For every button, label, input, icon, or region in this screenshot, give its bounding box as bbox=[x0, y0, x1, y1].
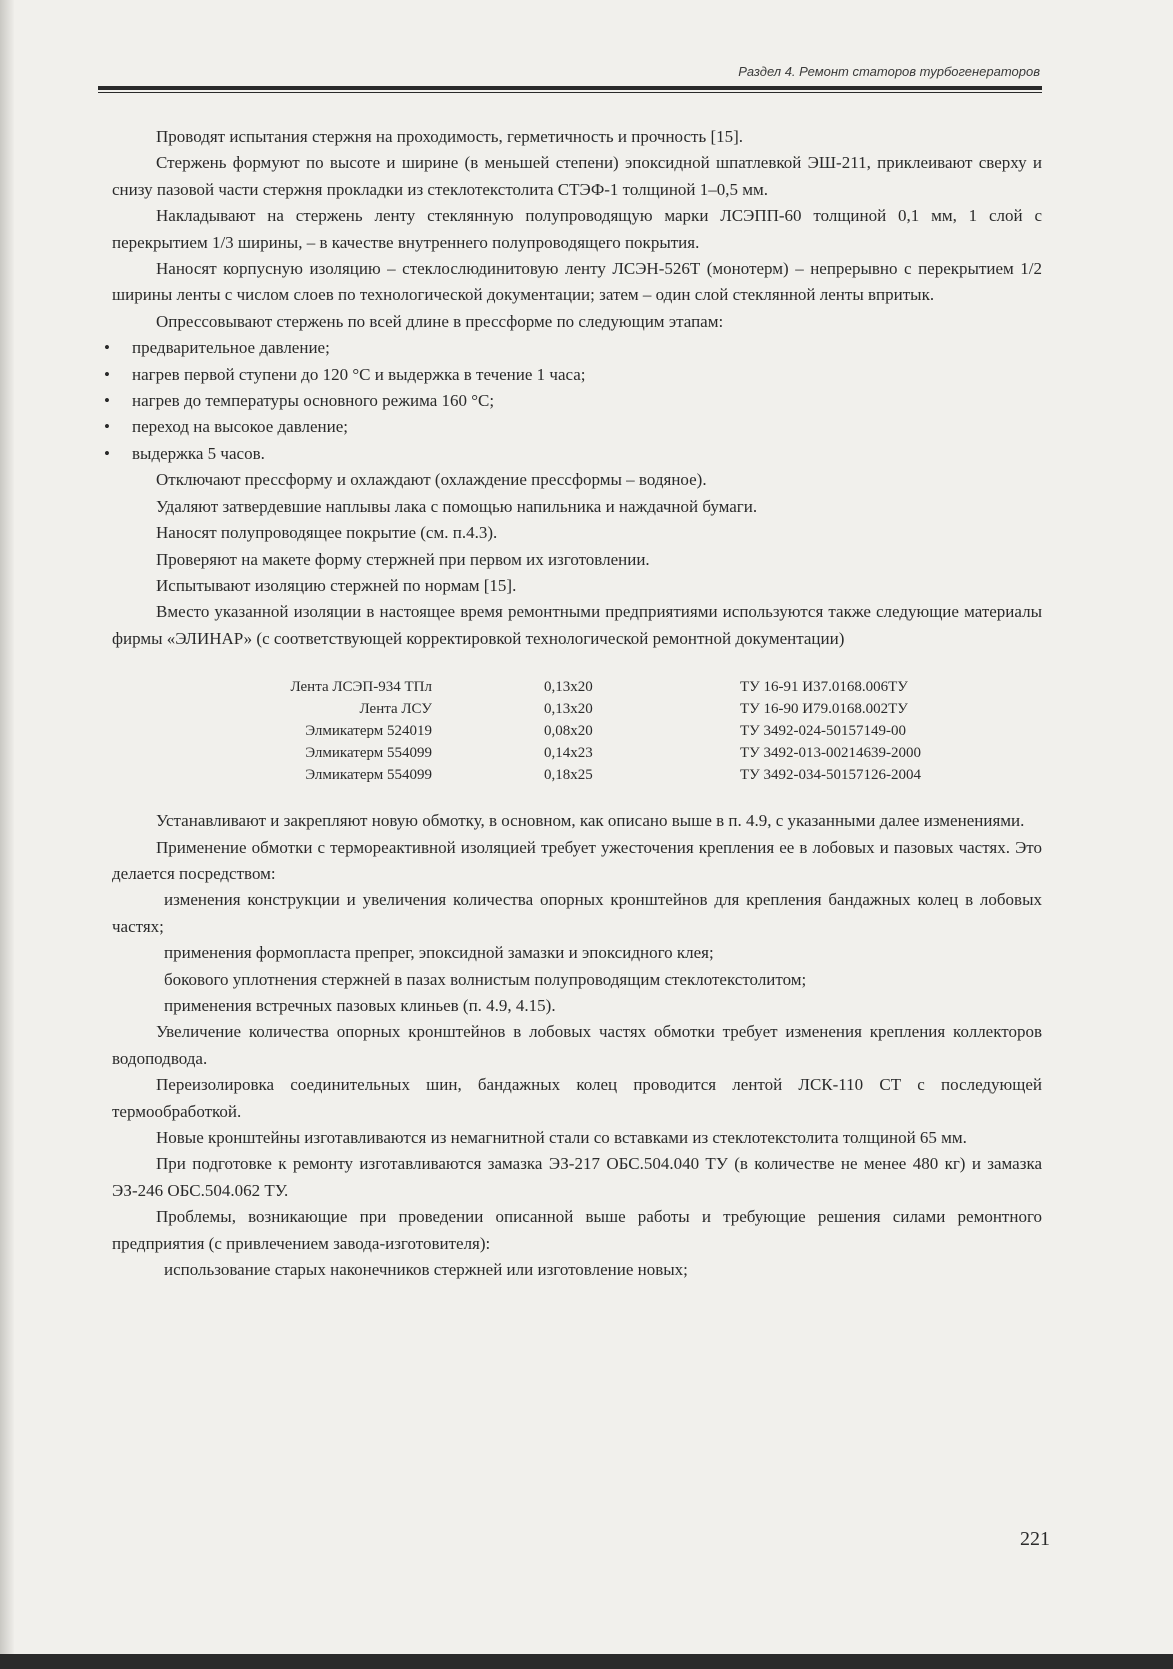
running-header: Раздел 4. Ремонт статоров турбогенераторов bbox=[738, 64, 1040, 79]
paragraph: Удаляют затвердевшие наплывы лака с помощью напильника и наждачной бумаги. bbox=[156, 496, 758, 516]
bullet-icon: • bbox=[104, 443, 110, 463]
material-name-cell: Лента ЛСУ bbox=[359, 701, 432, 718]
material-standard-cell: ТУ 16-91 И37.0168.006ТУ bbox=[740, 679, 908, 696]
scan-bottom-edge bbox=[0, 1654, 1173, 1669]
paragraph: Опрессовывают стержень по всей длине в прессформе по следующим этапам: bbox=[156, 311, 724, 331]
material-size-cell: 0,08х20 bbox=[544, 723, 593, 740]
material-name-cell: Элмикатерм 554099 bbox=[305, 767, 432, 784]
pressing-stages-list bbox=[104, 335, 1042, 467]
list-item bbox=[104, 362, 1042, 388]
list-item bbox=[104, 335, 1042, 361]
bullet-icon: • bbox=[104, 417, 110, 437]
list-item-text: предварительное давление; bbox=[132, 338, 330, 358]
material-standard-cell: ТУ 16-90 И79.0168.002ТУ bbox=[740, 701, 908, 718]
paragraph: Увеличение количества опорных кронштейнов в лобовых частях обмотки требует изменения крепления коллекторов водоподвода. bbox=[112, 1022, 1042, 1068]
table-row bbox=[236, 676, 921, 698]
paragraph: применения формопласта препрег, эпоксидной замазки и эпоксидного клея; bbox=[164, 943, 714, 963]
list-item-text: переход на высокое давление; bbox=[132, 417, 349, 437]
bottom-paragraphs bbox=[112, 808, 1042, 1283]
paragraph: Вместо указанной изоляции в настоящее время ремонтными предприятиями используются также следующие материалы фирмы «ЭЛИНАР» (с соответствующей корректировкой технологической ремонтной документации) bbox=[112, 602, 1042, 648]
table-row bbox=[236, 742, 921, 764]
material-name-cell: Лента ЛСЭП-934 ТПл bbox=[290, 679, 432, 696]
header-rule-thin bbox=[98, 92, 1042, 93]
paragraph: Устанавливают и закрепляют новую обмотку, в основном, как описано выше в п. 4.9, с указанными далее изменениями. bbox=[156, 811, 1025, 831]
material-size-cell: 0,13х20 bbox=[544, 701, 593, 718]
paragraph: Наносят полупроводящее покрытие (см. п.4.3). bbox=[156, 523, 498, 543]
bullet-icon: • bbox=[104, 391, 110, 411]
paragraph: применения встречных пазовых клиньев (п. 4.9, 4.15). bbox=[164, 995, 556, 1015]
header-rule-thick bbox=[98, 86, 1042, 90]
paragraph: Переизолировка соединительных шин, бандажных колец проводится лентой ЛСК-110 СТ с последующей термообработкой. bbox=[112, 1075, 1042, 1121]
list-item bbox=[104, 388, 1042, 414]
material-size-cell: 0,18х25 bbox=[544, 767, 593, 784]
paragraph: бокового уплотнения стержней в пазах волнистым полупроводящим стеклотекстолитом; bbox=[164, 969, 807, 989]
paragraph: При подготовке к ремонту изготавливаются замазка ЭЗ-217 ОБС.504.040 ТУ (в количестве не менее 480 кг) и замазка ЭЗ-246 ОБС.504.062 ТУ. bbox=[112, 1154, 1042, 1200]
material-name-cell: Элмикатерм 524019 bbox=[305, 723, 432, 740]
materials-table bbox=[236, 676, 921, 786]
table-row bbox=[236, 698, 921, 720]
body-text bbox=[104, 124, 1042, 1283]
bullet-icon: • bbox=[104, 338, 110, 358]
material-standard-cell: ТУ 3492-013-00214639-2000 bbox=[740, 745, 922, 762]
material-size-cell: 0,13х20 bbox=[544, 679, 593, 696]
paragraph: Отключают прессформу и охлаждают (охлаждение прессформы – водяное). bbox=[156, 470, 707, 490]
material-size-cell: 0,14х23 bbox=[544, 745, 593, 762]
paragraph: Наносят корпусную изоляцию – стеклослюдинитовую ленту ЛСЭН-526Т (монотерм) – непрерывно с перекрытием 1/2 ширины ленты с числом слоев по технологической документации; затем – один слой стеклянной ленты впритык. bbox=[112, 259, 1042, 305]
bullet-icon: • bbox=[104, 364, 110, 384]
paragraph: Новые кронштейны изготавливаются из немагнитной стали со вставками из стеклотекстолита толщиной 65 мм. bbox=[156, 1128, 967, 1147]
table-row bbox=[236, 720, 921, 742]
list-item bbox=[104, 414, 1042, 440]
page-number: 221 bbox=[1020, 1528, 1050, 1550]
paragraph: изменения конструкции и увеличения количества опорных кронштейнов для крепления бандажных колец в лобовых частях; bbox=[112, 890, 1042, 936]
list-item bbox=[104, 441, 1042, 467]
table-row bbox=[236, 764, 921, 786]
page-gutter-shadow bbox=[0, 0, 14, 1669]
list-item-text: нагрев первой ступени до 120 °С и выдержка в течение 1 часа; bbox=[132, 364, 586, 384]
material-standard-cell: ТУ 3492-034-50157126-2004 bbox=[740, 767, 922, 784]
list-item-text: нагрев до температуры основного режима 160 °С; bbox=[132, 391, 495, 411]
paragraph: использование старых наконечников стержней или изготовление новых; bbox=[164, 1260, 688, 1280]
material-standard-cell: ТУ 3492-024-50157149-00 bbox=[740, 723, 907, 740]
paragraph: Применение обмотки с термореактивной изоляцией требует ужесточения крепления ее в лобовых и пазовых частях. Это делается посредством: bbox=[112, 837, 1042, 883]
paragraph: Проверяют на макете форму стержней при первом их изготовлении. bbox=[156, 549, 650, 569]
list-item-text: выдержка 5 часов. bbox=[132, 443, 265, 463]
paragraph: Стержень формуют по высоте и ширине (в меньшей степени) эпоксидной шпатлевкой ЭШ-211, приклеивают сверху и снизу пазовой части стержня прокладки из стеклотекстолита СТЭФ-1 толщиной 1–0,5 мм. bbox=[112, 153, 1042, 199]
paragraph: Проводят испытания стержня на проходимость, герметичность и прочность [15]. bbox=[156, 127, 744, 146]
material-name-cell: Элмикатерм 554099 bbox=[305, 745, 432, 762]
paragraph: Накладывают на стержень ленту стеклянную полупроводящую марки ЛСЭПП-60 толщиной 0,1 мм, 1 слой с перекрытием 1/3 ширины, – в качестве внутреннего полупроводящего покрытия. bbox=[112, 206, 1042, 252]
paragraph: Испытывают изоляцию стержней по нормам [15]. bbox=[156, 575, 517, 595]
paragraph: Проблемы, возникающие при проведении описанной выше работы и требующие решения силами ремонтного предприятия (с привлечением завода-изготовителя): bbox=[112, 1207, 1042, 1253]
